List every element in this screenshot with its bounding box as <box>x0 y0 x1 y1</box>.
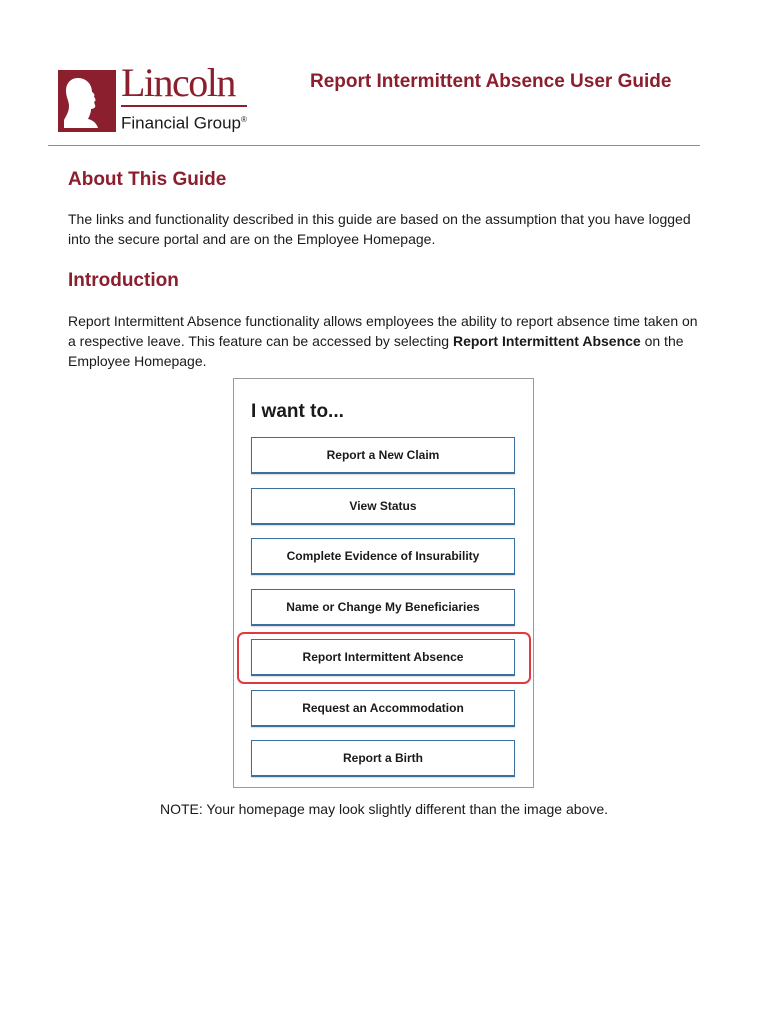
introduction-heading: Introduction <box>68 270 179 291</box>
homepage-note: NOTE: Your homepage may look slightly different than the image above. <box>159 801 608 817</box>
lincoln-financial-logo <box>58 60 258 133</box>
about-guide-heading: About This Guide <box>68 169 227 190</box>
registered-mark: ® <box>241 115 247 124</box>
report-birth-button[interactable]: Report a Birth <box>251 740 515 777</box>
introduction-bold-link-text: Report Intermittent Absence <box>452 333 641 349</box>
lincoln-silhouette-icon <box>58 70 116 132</box>
logo-wordmark: Lincoln <box>121 60 235 105</box>
about-guide-text: The links and functionality described in this guide are based on the assumption that you have logged into the secure portal and are on the Employee Homepage. <box>68 211 691 247</box>
complete-evidence-of-insurability-button[interactable]: Complete Evidence of Insurability <box>251 538 515 575</box>
header-divider <box>48 145 700 146</box>
introduction-text: Report Intermittent Absence functionality allows employees the ability to report absence time taken on a respective leave. This feature can be accessed by selecting Report Intermittent Absence on the Employee Homepage. <box>68 313 698 369</box>
request-accommodation-button[interactable]: Request an Accommodation <box>251 690 515 727</box>
homepage-screenshot-figure <box>233 378 534 788</box>
i-want-to-heading: I want to... <box>251 401 344 422</box>
name-or-change-beneficiaries-button[interactable]: Name or Change My Beneficiaries <box>251 589 515 626</box>
report-new-claim-button[interactable]: Report a New Claim <box>251 437 515 474</box>
document-header <box>58 60 700 136</box>
view-status-button[interactable]: View Status <box>251 488 515 525</box>
highlight-callout <box>237 632 531 684</box>
logo-subtitle: Financial Group® <box>121 113 247 133</box>
report-intermittent-absence-button[interactable]: Report Intermittent Absence <box>251 639 515 676</box>
logo-rule <box>121 105 247 107</box>
document-title: Report Intermittent Absence User Guide <box>310 71 672 92</box>
